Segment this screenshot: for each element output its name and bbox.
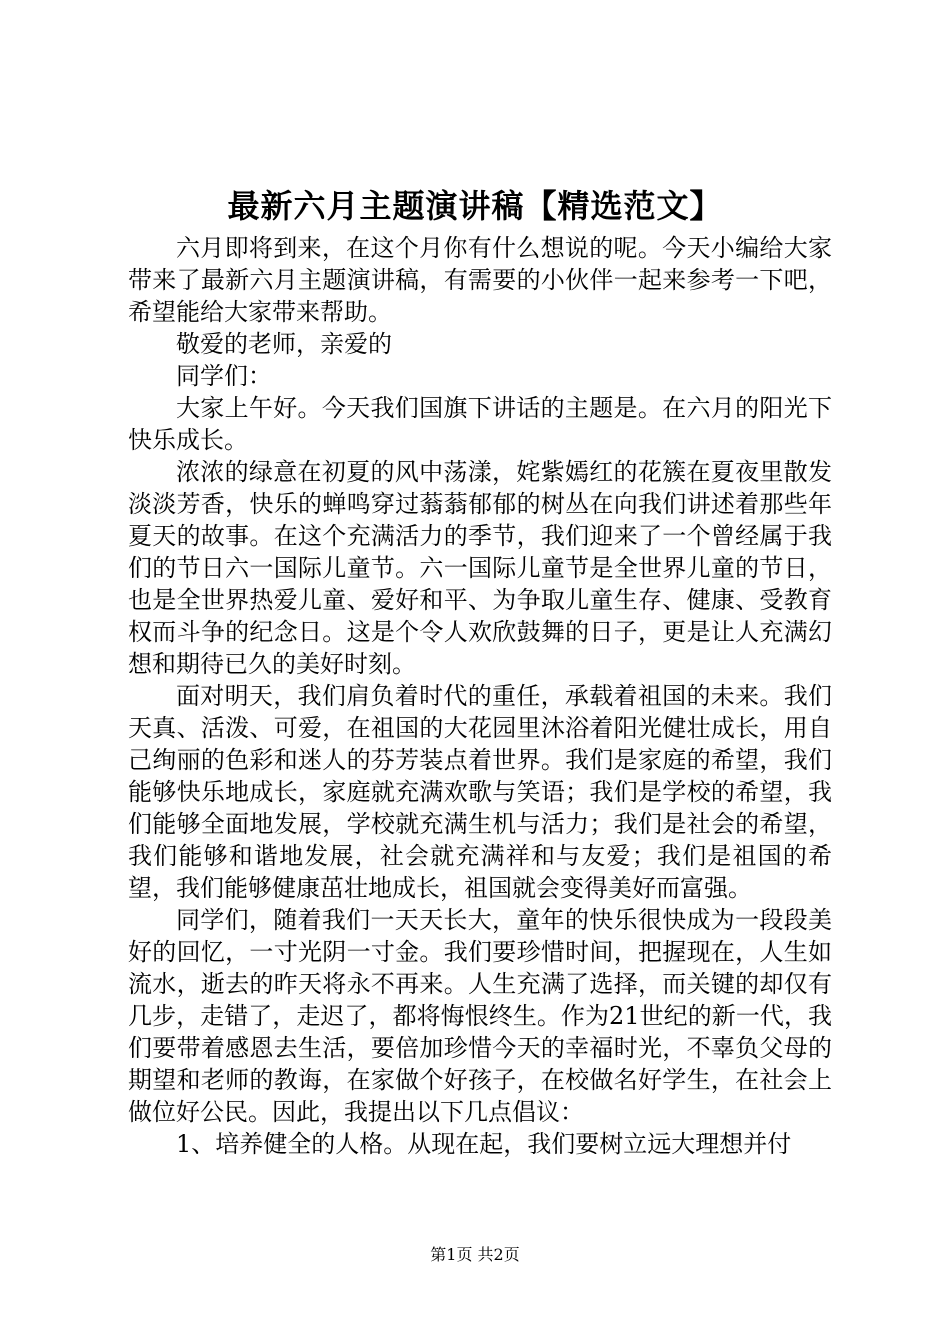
page-footer: 第1页 共2页 bbox=[430, 1245, 520, 1264]
paragraph-summer: 浓浓的绿意在初夏的风中荡漾，姹紫嫣红的花簇在夏夜里散发淡淡芳香，快乐的蝉鸣穿过蓊蓊郁郁的树丛在向我们讲述着那些年夏天的故事。在这个充满活力的季节，我们迎来了一个曾经属于我们的节日六一国际儿童节。六一国际儿童节是全世界儿童的节日，也是全世界热爱儿童、爱好和平、为争取儿童生存、健康、受教育权而斗争的纪念日。这是个令人欢欣鼓舞的日子，更是让人充满幻想和期待已久的美好时刻。 bbox=[128, 458, 832, 678]
paragraph-cherish-time: 同学们，随着我们一天天长大，童年的快乐很快成为一段段美好的回忆，一寸光阴一寸金。我们要珍惜时间，把握现在，人生如流水，逝去的昨天将永不再来。人生充满了选择，而关键的却仅有几步，走错了，走迟了，都将悔恨终生。作为21世纪的新一代，我们要带着感恩去生活，要倍加珍惜今天的幸福时光，不辜负父母的期望和老师的教诲，在家做个好孩子，在校做名好学生，在社会上做位好公民。因此，我提出以下几点倡议： bbox=[128, 906, 832, 1126]
paragraph-greeting: 大家上午好。今天我们国旗下讲话的主题是。在六月的阳光下快乐成长。 bbox=[128, 394, 832, 454]
paragraph-salutation-students: 同学们： bbox=[176, 362, 272, 390]
paragraph-proposal-1: 1、培养健全的人格。从现在起，我们要树立远大理想并付 bbox=[176, 1130, 792, 1158]
paragraph-future: 面对明天，我们肩负着时代的重任，承载着祖国的未来。我们天真、活泼、可爱，在祖国的大花园里沐浴着阳光健壮成长，用自己绚丽的色彩和迷人的芬芳装点着世界。我们是家庭的希望，我们能够快乐地成长，家庭就充满欢歌与笑语；我们是学校的希望，我们能够全面地发展，学校就充满生机与活力；我们是社会的希望，我们能够和谐地发展，社会就充满祥和与友爱；我们是祖国的希望，我们能够健康茁壮地成长，祖国就会变得美好而富强。 bbox=[128, 682, 832, 902]
paragraph-intro: 六月即将到来，在这个月你有什么想说的呢。今天小编给大家带来了最新六月主题演讲稿，有需要的小伙伴一起来参考一下吧，希望能给大家带来帮助。 bbox=[128, 234, 832, 326]
document-title: 最新六月主题演讲稿【精选范文】 bbox=[227, 187, 723, 225]
document-body bbox=[128, 232, 832, 1160]
paragraph-salutation: 敬爱的老师，亲爱的 bbox=[176, 330, 392, 358]
